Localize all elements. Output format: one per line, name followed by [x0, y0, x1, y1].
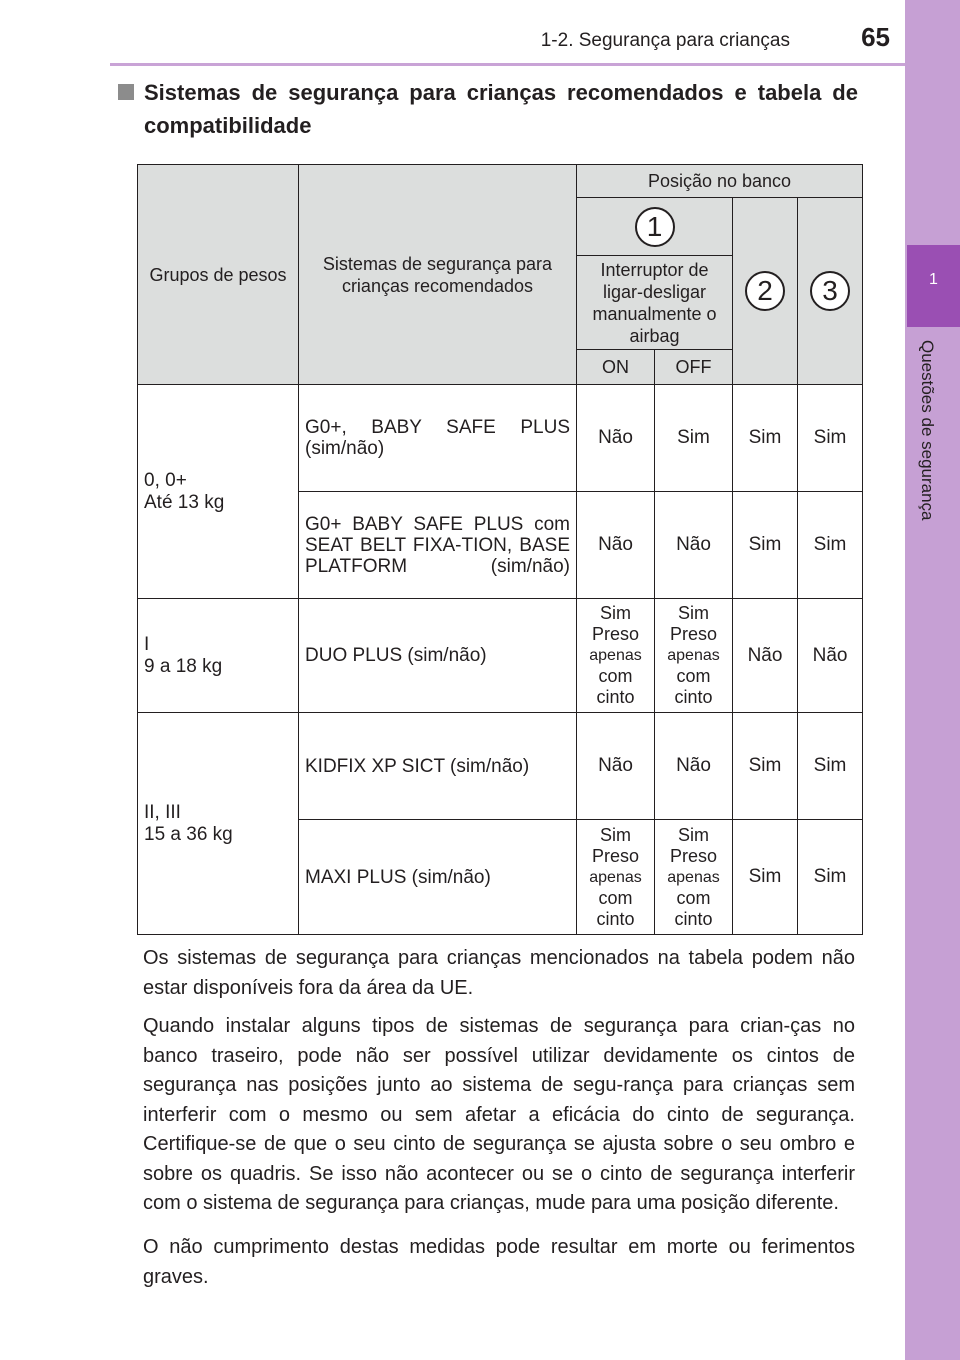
value-pos3: Sim: [798, 820, 863, 935]
value-on: Não: [577, 492, 655, 599]
value-pos3: Não: [798, 599, 863, 713]
value-off: Sim: [655, 385, 733, 492]
table-row: [138, 713, 863, 820]
value-on: Não: [577, 713, 655, 820]
system-cell: DUO PLUS (sim/não): [299, 599, 577, 713]
header-position-3: [798, 198, 863, 385]
note-paragraph: O não cumprimento destas medidas pode resultar em morte ou ferimentos graves.: [143, 1236, 855, 1288]
header-position-2: [733, 198, 798, 385]
weight-group-cell: I 9 a 18 kg: [138, 599, 299, 713]
value-off: Sim Preso apenas com cinto: [655, 599, 733, 713]
value-on: Sim Preso apenas com cinto: [577, 599, 655, 713]
square-bullet-icon: [118, 84, 134, 100]
position-1-icon: 1: [635, 207, 675, 247]
value-off: Sim Preso apenas com cinto: [655, 820, 733, 935]
header-on: ON: [577, 350, 655, 385]
value-pos3: Sim: [798, 713, 863, 820]
header-off: OFF: [655, 350, 733, 385]
value-pos3: Sim: [798, 492, 863, 599]
system-cell: MAXI PLUS (sim/não): [299, 820, 577, 935]
weight-group-cell: 0, 0+ Até 13 kg: [138, 385, 299, 599]
section-reference: 1-2. Segurança para crianças: [540, 30, 790, 51]
value-off: Não: [655, 492, 733, 599]
chapter-tab[interactable]: 1: [907, 245, 960, 327]
compatibility-table: [137, 164, 863, 935]
system-cell: G0+, BABY SAFE PLUS (sim/não): [299, 385, 577, 492]
value-off: Não: [655, 713, 733, 820]
header-seat-position: Posição no banco: [577, 165, 863, 198]
section-title: [118, 76, 858, 142]
value-on: Sim Preso apenas com cinto: [577, 820, 655, 935]
system-cell: G0+ BABY SAFE PLUS com SEAT BELT FIXA-TION, BASE PLATFORM (sim/não): [299, 492, 577, 599]
value-pos2: Sim: [733, 820, 798, 935]
value-pos2: Não: [733, 599, 798, 713]
value-pos2: Sim: [733, 713, 798, 820]
title-text: Sistemas de segurança para crianças recomendados e tabela de compatibilidade: [144, 80, 858, 138]
chapter-label: Questões de segurança: [918, 340, 937, 521]
table-row: [138, 599, 863, 713]
position-3-icon: 3: [810, 271, 850, 311]
system-cell: KIDFIX XP SICT (sim/não): [299, 713, 577, 820]
side-strip: [905, 0, 960, 1360]
position-2-icon: 2: [745, 271, 785, 311]
value-on: Não: [577, 385, 655, 492]
note-paragraph: Quando instalar alguns tipos de sistemas de segurança para crian-ças no banco traseiro, pode não ser possível utilizar devidamente os cintos de segurança nas posições junto ao sistema de segu-rança para crianças sem interferir com o mesmo ou sem afetar a eficácia do cinto de segurança. Certifique-se de que o seu cinto de segurança se ajusta sobre o seu ombro e sobre os quadris. Se isso não acontecer ou se o cinto de segurança interferir com o sistema de segurança para crianças, mude para uma posição diferente.: [143, 1015, 855, 1214]
table-row: [138, 385, 863, 492]
value-pos2: Sim: [733, 385, 798, 492]
page-number: 65: [861, 22, 890, 52]
note-paragraph: Os sistemas de segurança para crianças mencionados na tabela podem não estar disponíveis fora da área da UE.: [143, 947, 855, 999]
weight-group-cell: II, III 15 a 36 kg: [138, 713, 299, 935]
header-airbag-switch: Interruptor de ligar-desligar manualmente o airbag: [577, 256, 733, 350]
header-weight-group: Grupos de pesos: [138, 165, 299, 385]
value-pos2: Sim: [733, 492, 798, 599]
header-systems: Sistemas de segurança para crianças recomendados: [299, 165, 577, 385]
value-pos3: Sim: [798, 385, 863, 492]
header-rule: [110, 63, 905, 66]
header-position-1: [577, 198, 733, 256]
